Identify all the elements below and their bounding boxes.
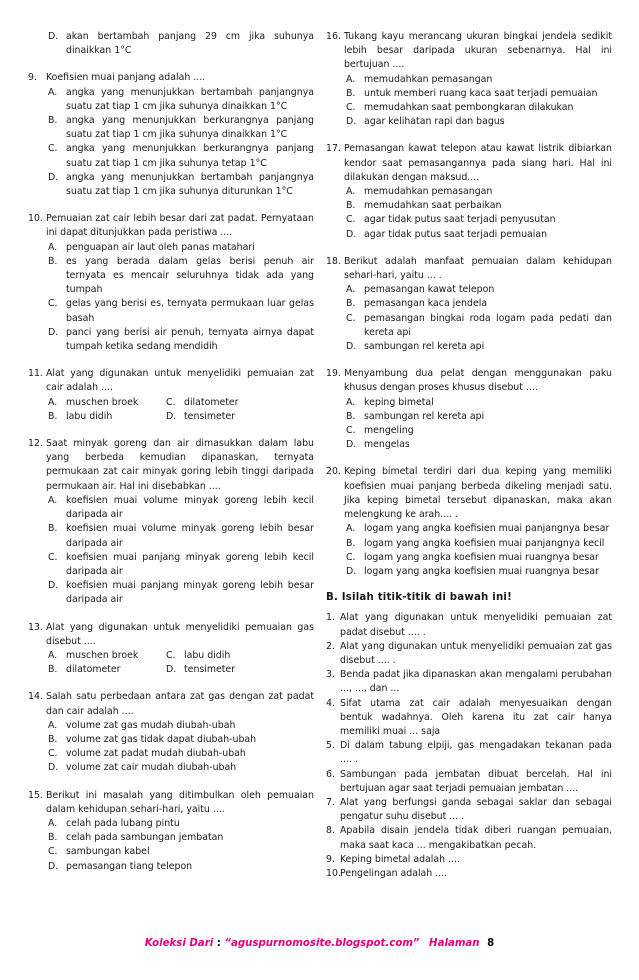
q16-option-b: B. untuk memberi ruang kaca saat terjadi pemuaian	[346, 87, 598, 99]
question-12: 12. Saat minyak goreng dan air dimasukkan dalam labu yang berbeda kemudian dipanaskan, ternyata permukaan zat cair minyak goring lebih tinggi daripada permukaan air. Hal ini disebabkan ....	[28, 438, 314, 492]
q15-options	[28, 817, 314, 874]
fill-item-10: 10. Pengelingan adalah ....	[326, 867, 448, 879]
q16-options	[326, 73, 612, 130]
q16-option-a: A. memudahkan pemasangan	[346, 73, 493, 85]
q13-option-b: B. dilatometer	[48, 664, 121, 676]
q12-option-a: A. koefisien muai volume minyak goreng lebih kecil daripada air	[48, 494, 314, 521]
q15-option-a: A. celah pada lubang pintu	[48, 817, 180, 829]
question-15: 15. Berikut ini masalah yang ditimbulkan oleh pemuaian dalam kehidupan sehari-hari, yaitu ....	[28, 789, 314, 815]
fill-item-8: 8. Apabila disain jendela tidak diberi ruangan pemuaian, maka saat kaca ... mengakibatkan pecah.	[326, 825, 612, 851]
q16-option-d: D. agar kelihatan rapi dan bagus	[346, 116, 505, 128]
q9-option-d: D. angka yang menunjukkan bertambah panjangnya suatu zat tiap 1 cm jika suhunya diturunkan 1°C	[48, 171, 314, 198]
q14-option-c: C. volume zat padat mudah diubah-ubah	[48, 748, 246, 760]
question-16: 16. Tukang kayu merancang ukuran bingkai jendela sedikit lebih besar daripada ukuran sebenarnya. Hal ini bertujuan ....	[326, 31, 612, 71]
footer-page-number: 8	[487, 938, 495, 949]
question-14: 14. Salah satu perbedaan antara zat gas dengan zat padat dan cair adalah ....	[28, 691, 314, 717]
q13-option-a: A. muschen broek	[48, 649, 139, 661]
q19-option-d: D. mengelas	[346, 439, 410, 451]
q18-option-a: A. pemasangan kawat telepon	[346, 284, 495, 296]
q19-option-b: B. sambungan rel kereta api	[346, 410, 485, 422]
q10-options	[28, 241, 314, 355]
q9-option-c: C. angka yang menunjukkan berkurangnya panjang suatu zat tiap 1 cm jika suhunya tetap 1°C	[48, 143, 314, 169]
question-9: 9. Koefisien muai panjang adalah ....	[28, 72, 206, 84]
q15-option-c: C. sambungan kabel	[48, 846, 150, 858]
fill-item-5: 5. Di dalam tabung elpiji, gas mengadakan tekanan pada .... .	[326, 740, 612, 766]
q20-option-a: A. logam yang angka koefisien muai panjangnya besar	[346, 523, 610, 535]
q13-options-row-2	[48, 663, 314, 677]
fill-item-1: 1. Alat yang digunakan untuk menyelidiki pemuaian zat padat disebut .... .	[326, 612, 612, 638]
q11-options-row-1	[48, 396, 314, 410]
q10-option-d: D. panci yang berisi air penuh, ternyata airnya dapat tumpah ketika sedang mendidih	[48, 326, 314, 353]
fill-in-list	[326, 611, 612, 881]
q10-option-b: B. es yang berada dalam gelas berisi penuh air ternyata es mencair seluruhnya tidak ada yang tumpah	[48, 255, 314, 296]
footer-colon: :	[216, 938, 221, 949]
page-footer	[0, 937, 639, 951]
q14-option-b: B. volume zat gas tidak dapat diubah-ubah	[48, 733, 257, 745]
q9-option-b: B. angka yang menunjukkan berkurangnya panjang suatu zat tiap 1 cm jika suhunya dinaikkan 1°C	[48, 115, 314, 141]
question-17: 17. Pemasangan kawat telepon atau kawat listrik dibiarkan kendor saat pemasangannya pada siang hari. Hal ini dilakukan dengan maksud....	[326, 143, 612, 183]
q17-option-c: C. agar tidak putus saat terjadi penyusutan	[346, 214, 556, 226]
q18-options	[326, 283, 612, 354]
q20-option-b: B. logam yang angka koefisien muai panjangnya kecil	[346, 537, 605, 549]
fill-item-3: 3. Benda padat jika dipanaskan akan mengalami perubahan ..., ..., dan ...	[326, 669, 612, 695]
q13-option-d: D. tensimeter	[166, 664, 236, 676]
q11-option-a: A. muschen broek	[48, 396, 139, 408]
q18-option-c: C. pemasangan bingkai roda logam pada pedati dan kereta api	[346, 312, 612, 338]
q11-option-d: D. tensimeter	[166, 410, 236, 422]
q15-option-d: D. pemasangan tiang telepon	[48, 860, 193, 872]
fill-item-6: 6. Sambungan pada jembatan dibuat bercelah. Hal ini bertujuan agar saat terjadi pemuaian jembatan ....	[326, 768, 612, 794]
q14-option-a: A. volume zat gas mudah diubah-ubah	[48, 719, 236, 731]
q19-option-a: A. keping bimetal	[346, 396, 434, 408]
q10-option-c: C. gelas yang berisi es, ternyata permukaan luar gelas basah	[48, 298, 314, 324]
q18-option-b: B. pemasangan kaca jendela	[346, 298, 488, 310]
footer-prefix: Koleksi Dari	[144, 938, 214, 949]
q12-options	[28, 494, 314, 608]
question-19: 19. Menyambung dua pelat dengan menggunakan paku khusus dengan proses khusus disebut ....	[326, 368, 612, 394]
q17-option-b: B. memudahkan saat perbaikan	[346, 200, 502, 212]
q9-option-a: A. angka yang menunjukkan bertambah panjangnya suatu zat tiap 1 cm jika suhunya dinaikkan 1°C	[48, 86, 314, 112]
q15-option-b: B. celah pada sambungan jembatan	[48, 832, 224, 844]
q11-option-c: C. dilatometer	[166, 396, 239, 408]
q14-option-d: D. volume zat cair mudah diubah-ubah	[48, 762, 237, 774]
q10-option-a: A. penguapan air laut oleh panas matahari	[48, 241, 255, 253]
q20-option-c: C. logam yang angka koefisien muai ruangnya besar	[346, 551, 599, 563]
q18-option-d: D. sambungan rel kereta api	[346, 341, 485, 353]
question-13: 13. Alat yang digunakan untuk menyelidiki pemuaian gas disebut ....	[28, 621, 314, 647]
right-column	[326, 30, 612, 881]
fill-item-2: 2. Alat yang digunakan untuk menyelidiki pemuaian zat gas disebut .... .	[326, 640, 612, 666]
q17-option-d: D. agar tidak putus saat terjadi pemuaian	[346, 228, 548, 240]
fill-item-4: 4. Sifat utama zat cair adalah menyesuaikan dengan bentuk wadahnya. Oleh karena itu zat cair hanya memiliki muai ... saja	[326, 697, 612, 737]
question-18: 18. Berikut adalah manfaat pemuaian dalam kehidupan sehari-hari, yaitu ... .	[326, 255, 612, 282]
q11-options-row-2	[48, 410, 314, 424]
fill-item-9: 9. Keping bimetal adalah ....	[326, 853, 460, 865]
q13-options-row-1	[48, 649, 314, 663]
q9-options	[28, 86, 314, 200]
question-20: 20. Keping bimetal terdiri dari dua keping yang memiliki koefisien muai panjang berbeda dikeling menjadi satu. Jika keping bimetal tersebut dipanaskan, maka akan melengkung ke arah.... .	[326, 466, 612, 521]
q11-option-b: B. labu didih	[48, 410, 113, 422]
footer-source-link[interactable]: “aguspurnomosite.blogspot.com”	[224, 938, 420, 949]
left-column	[28, 30, 314, 874]
question-10: 10. Pemuaian zat cair lebih besar dari zat padat. Pernyataan ini dapat ditunjukkan pada peristiwa ....	[28, 213, 314, 239]
q12-option-b: B. koefisien muai volume minyak goreng lebih besar daripada air	[48, 523, 314, 549]
fill-item-7: 7. Alat yang berfungsi ganda sebagai saklar dan sebagai pengatur suhu disebut ... .	[326, 796, 612, 823]
q19-option-c: C. mengeling	[346, 425, 414, 437]
q13-option-c: C. labu didih	[166, 649, 231, 661]
q8-option-d: D. akan bertambah panjang 29 cm jika suhunya dinaikkan 1°C	[48, 31, 314, 57]
section-b-title: B. Isilah titik-titik di bawah ini!	[326, 592, 512, 604]
q14-options	[28, 719, 314, 776]
q20-options	[326, 522, 612, 579]
q20-option-d: D. logam yang angka koefisien muai ruangnya besar	[346, 565, 599, 577]
q17-options	[326, 185, 612, 242]
footer-halaman: Halaman	[429, 938, 480, 949]
q17-option-a: A. memudahkan pemasangan	[346, 186, 493, 198]
q16-option-c: C. memudahkan saat pembongkaran dilakukan	[346, 102, 574, 114]
question-11: 11. Alat yang digunakan untuk menyelidiki pemuaian zat cair adalah ....	[28, 368, 314, 394]
q12-option-c: C. koefisien muai panjang minyak goreng lebih kecil daripada air	[48, 551, 314, 577]
q12-option-d: D. koefisien muai panjang minyak goreng lebih besar daripada air	[48, 580, 314, 606]
q19-options	[326, 396, 612, 453]
